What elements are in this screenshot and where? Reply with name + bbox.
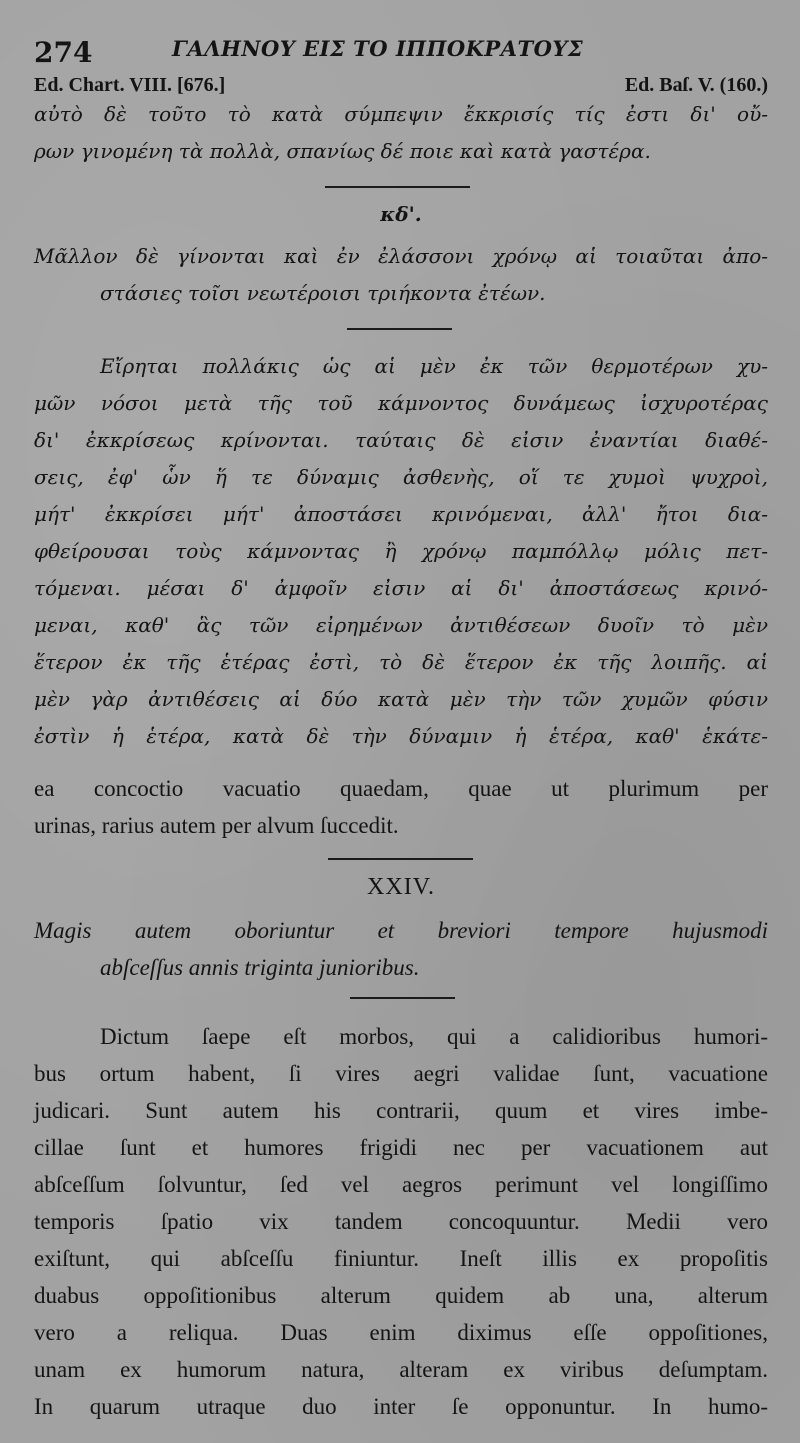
text-line: unam ex humorum natura, alteram ex viribus deſumptam. [34,1357,768,1382]
text-line: ἕτερον ἐκ τῆς ἑτέρας ἐστὶ, τὸ δὲ ἕτερον ἐκ τῆς λοιπῆς. αἱ [34,650,768,674]
text-line: cillae ſunt et humores frigidi nec per vacuationem aut [34,1135,768,1160]
text-line: ἐστὶν ἡ ἑτέρα, κατὰ δὲ τὴν δύναμιν ἡ ἑτέρα, καθ' ἑκάτε- [34,724,768,748]
section-divider [325,186,470,188]
latin-section-number: XXIV. [367,874,435,900]
greek-intro-text [34,96,768,170]
text-line: αὐτὸ δὲ τοῦτο τὸ κατὰ σύμπεψιν ἔκκρισίς τίς ἐστι δι' οὔ- [34,102,768,126]
text-line: judicari. Sunt autem his contrarii, quum et vires imbe- [34,1098,768,1123]
text-line: abſceſſum ſolvuntur, ſed vel aegros perimunt vel longiſſimo [34,1172,768,1197]
text-line: abſceſſus annis triginta junioribus. [100,955,420,980]
edition-chart-reference: Ed. Chart. VIII. [676.] [34,74,226,96]
greek-aphorism [34,238,768,312]
latin-intro-text [34,770,768,844]
text-line: Μᾶλλον δὲ γίνονται καὶ ἐν ἐλάσσονι χρόνῳ αἱ τοιαῦται ἀπο- [34,244,768,268]
text-line: vero a reliqua. Duas enim diximus eſſe oppoſitiones, [34,1320,768,1345]
aphorism-divider [347,328,452,330]
greek-section-number: κδ'. [380,202,422,226]
text-line: duabus oppoſitionibus alterum quidem ab una, alterum [34,1283,768,1308]
text-line: exiſtunt, qui abſceſſu finiuntur. Ineſt illis ex propoſitis [34,1246,768,1271]
text-line: Εἴρηται πολλάκις ὡς αἱ μὲν ἐκ τῶν θερμοτέρων χυ- [100,354,768,378]
text-line: In quarum utraque duo inter ſe opponuntur. In humo- [34,1394,768,1419]
page-number: 274 [34,36,93,69]
edition-basel-reference: Ed. Baſ. V. (160.) [624,74,768,96]
text-line: temporis ſpatio vix tandem concoquuntur. Medii vero [34,1209,768,1234]
text-line: φθείρουσαι τοὺς κάμνοντας ἢ χρόνῳ παμπόλλῳ μόλις πετ- [34,539,768,563]
text-line: bus ortum habent, ſi vires aegri validae ſunt, vacuatione [34,1061,768,1086]
greek-commentary [34,348,768,755]
text-line: μεναι, καθ' ἃς τῶν εἰρημένων ἀντιθέσεων δυοῖν τὸ μὲν [34,613,768,637]
text-line: δι' ἐκκρίσεως κρίνονται. ταύταις δὲ εἰσιν ἐναντίαι διαθέ- [34,428,768,452]
text-line: ea concoctio vacuatio quaedam, quae ut plurimum per [34,776,768,801]
text-line: σεις, ἐφ' ὧν ἥ τε δύναμις ἀσθενὴς, οἵ τε χυμοὶ ψυχροὶ, [34,465,768,489]
text-line: ρων γινομένη τὰ πολλὰ, σπανίως δέ ποιε καὶ κατὰ γαστέρα. [34,139,651,163]
text-line: Dictum ſaepe eſt morbos, qui a calidioribus humori- [100,1024,768,1049]
text-line: στάσιες τοῖσι νεωτέροισι τριήκοντα ἐτέων. [100,281,546,305]
latin-aphorism [34,912,768,986]
aphorism-divider [350,997,455,999]
text-line: urinas, rarius autem per alvum ſuccedit. [34,813,399,838]
running-title: ΓΑΛΗΝΟΥ ΕΙΣ ΤΟ ΙΠΠΟΚΡΑΤΟΥΣ [172,36,584,61]
latin-commentary [34,1018,768,1425]
text-line: Magis autem oboriuntur et breviori tempore hujusmodi [34,918,768,943]
text-line: τόμεναι. μέσαι δ' ἀμφοῖν εἰσιν αἱ δι' ἀποστάσεως κρινό- [34,576,768,600]
text-line: μήτ' ἐκκρίσει μήτ' ἀποστάσει κρινόμεναι, ἀλλ' ἤτοι δια- [34,502,768,526]
text-line: μῶν νόσοι μετὰ τῆς τοῦ κάμνοντος δυνάμεως ἰσχυροτέρας [34,391,768,415]
text-line: μὲν γὰρ ἀντιθέσεις αἱ δύο κατὰ μὲν τὴν τῶν χυμῶν φύσιν [34,687,768,711]
page-header [34,28,774,68]
section-divider [328,858,473,860]
